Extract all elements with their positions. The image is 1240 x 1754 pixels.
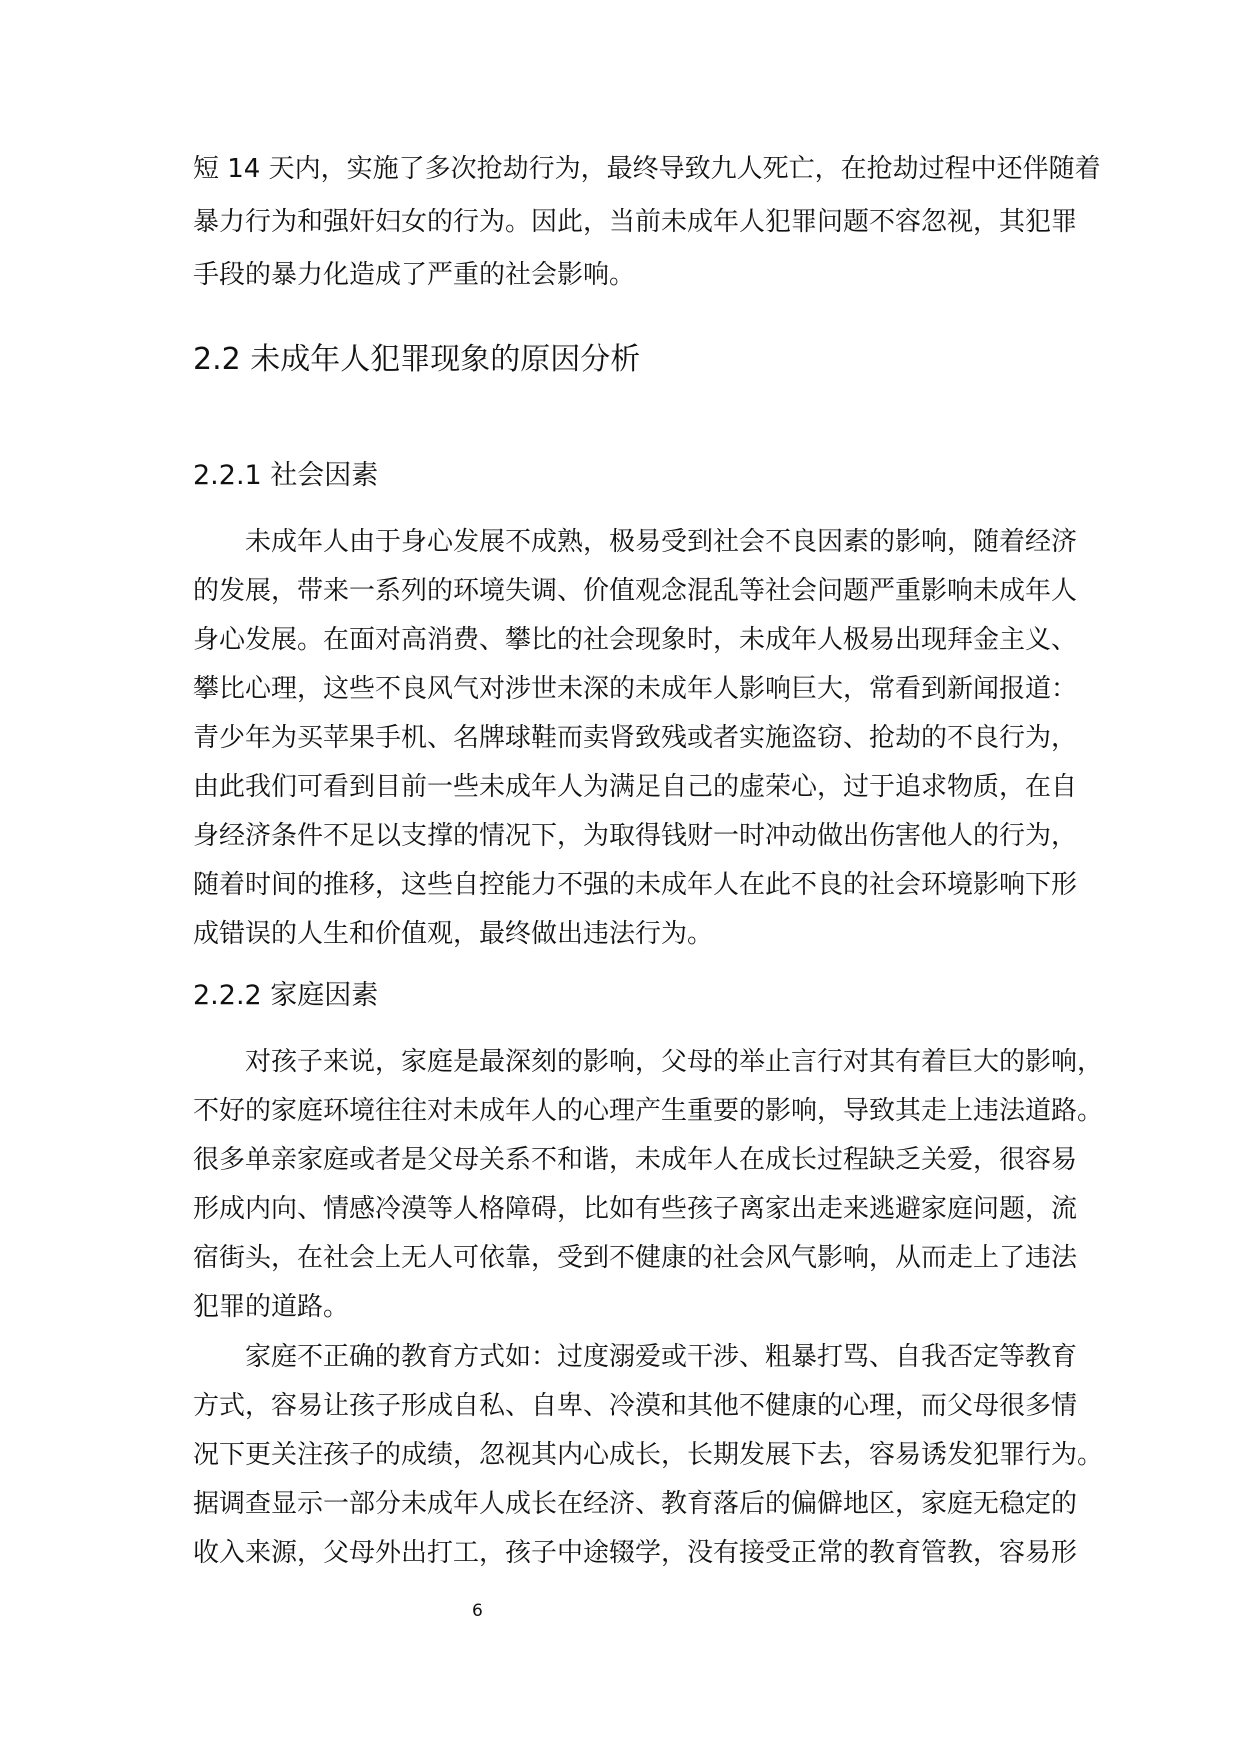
text-line: 身经济条件不足以支撑的情况下，为取得钱财一时冲动做出伤害他人的行为，	[193, 821, 1078, 851]
text-line: 暴力行为和强奸妇女的行为。因此，当前未成年人犯罪问题不容忽视，其犯罪	[193, 207, 1078, 237]
text-line: 宿街头，在社会上无人可依靠，受到不健康的社会风气影响，从而走上了违法	[193, 1243, 1078, 1273]
text-line: 青少年为买苹果手机、名牌球鞋而卖肾致残或者实施盗窃、抢劫的不良行为，	[193, 723, 1078, 753]
text-line: 据调查显示一部分未成年人成长在经济、教育落后的偏僻地区，家庭无稳定的	[193, 1489, 1078, 1519]
text-line: 方式，容易让孩子形成自私、自卑、冷漠和其他不健康的心理，而父母很多情	[193, 1391, 1078, 1421]
text-line: 对孩子来说，家庭是最深刻的影响，父母的举止言行对其有着巨大的影响，	[245, 1047, 1104, 1077]
section-heading-2-2-2: 2.2.2 家庭因素	[193, 980, 379, 1011]
text-line: 身心发展。在面对高消费、攀比的社会现象时，未成年人极易出现拜金主义、	[193, 625, 1078, 655]
text-line: 形成内向、情感冷漠等人格障碍，比如有些孩子离家出走来逃避家庭问题，流	[193, 1194, 1078, 1224]
text-line: 况下更关注孩子的成绩，忽视其内心成长，长期发展下去，容易诱发犯罪行为。	[193, 1440, 1104, 1470]
text-line: 攀比心理，这些不良风气对涉世未深的未成年人影响巨大，常看到新闻报道：	[193, 674, 1078, 704]
text-line: 家庭不正确的教育方式如：过度溺爱或干涉、粗暴打骂、自我否定等教育	[245, 1342, 1078, 1372]
text-line: 不好的家庭环境往往对未成年人的心理产生重要的影响，导致其走上违法道路。	[193, 1096, 1104, 1126]
text-line: 成错误的人生和价值观，最终做出违法行为。	[193, 919, 714, 949]
text-line: 的发展，带来一系列的环境失调、价值观念混乱等社会问题严重影响未成年人	[193, 576, 1078, 606]
text-line: 手段的暴力化造成了严重的社会影响。	[193, 260, 636, 290]
text-line: 收入来源，父母外出打工，孩子中途辍学，没有接受正常的教育管教，容易形	[193, 1538, 1078, 1568]
text-line: 短 14 天内，实施了多次抢劫行为，最终导致九人死亡，在抢劫过程中还伴随着	[193, 154, 1101, 184]
text-line: 由此我们可看到目前一些未成年人为满足自己的虚荣心，过于追求物质，在自	[193, 772, 1078, 802]
text-line: 未成年人由于身心发展不成熟，极易受到社会不良因素的影响，随着经济	[245, 527, 1078, 557]
section-heading-2-2-1: 2.2.1 社会因素	[193, 460, 379, 491]
text-line: 随着时间的推移，这些自控能力不强的未成年人在此不良的社会环境影响下形	[193, 870, 1078, 900]
section-heading-2-2: 2.2 未成年人犯罪现象的原因分析	[193, 342, 641, 377]
page-number: 6	[472, 1601, 483, 1621]
text-line: 犯罪的道路。	[193, 1292, 350, 1322]
text-line: 很多单亲家庭或者是父母关系不和谐，未成年人在成长过程缺乏关爱，很容易	[193, 1145, 1078, 1175]
